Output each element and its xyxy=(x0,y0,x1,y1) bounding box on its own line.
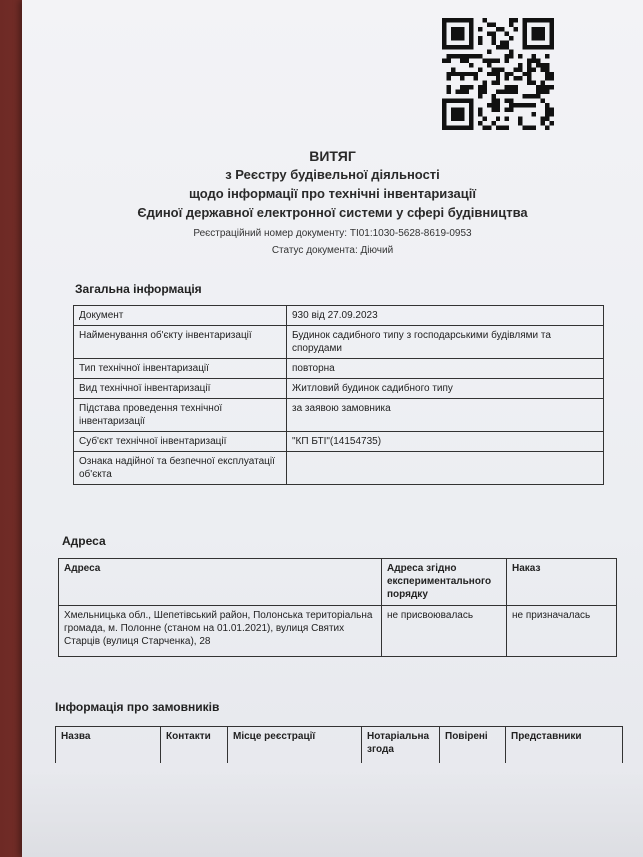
table-row xyxy=(74,326,604,359)
page-shadow xyxy=(22,770,643,857)
table-row xyxy=(74,306,604,326)
document-page xyxy=(22,0,643,857)
table-row xyxy=(74,359,604,379)
document-subtitle-1: з Реєстру будівельної діяльності xyxy=(225,167,440,182)
address-heading: Адреса xyxy=(62,534,106,548)
document-status: Статус документа: Діючий xyxy=(271,245,394,256)
row-value: 930 від 27.09.2023 xyxy=(287,306,604,326)
row-value: Будинок садибного типу з господарськими будівлями та спорудами xyxy=(287,326,604,359)
table-row xyxy=(59,559,617,606)
table-row xyxy=(56,727,623,764)
table-row xyxy=(74,432,604,452)
row-value: за заявою замовника xyxy=(287,399,604,432)
general-info-heading: Загальна інформація xyxy=(75,282,202,296)
document-subtitle-2: щодо інформації про технічні інвентаризації xyxy=(188,186,477,201)
row-label: Ознака надійної та безпечної експлуатації об'єкта xyxy=(74,452,287,485)
table-row xyxy=(74,452,604,485)
row-value: "КП БТІ"(14154735) xyxy=(287,432,604,452)
row-label: Підстава проведення технічної інвентаризації xyxy=(74,399,287,432)
row-label: Вид технічної інвентаризації xyxy=(74,379,287,399)
column-header: Наказ xyxy=(507,559,617,606)
column-header: Місце реєстрації xyxy=(228,727,362,764)
column-header: Назва xyxy=(56,727,161,764)
row-value: повторна xyxy=(287,359,604,379)
customers-table xyxy=(55,726,623,763)
column-header: Адреса згідно експериментального порядку xyxy=(382,559,507,606)
customers-heading: Інформація про замовників xyxy=(55,700,220,714)
row-value xyxy=(287,452,604,485)
column-header: Повірені xyxy=(440,727,506,764)
registration-number: Реєстраційний номер документу: ТІ01:1030-5628-8619-0953 xyxy=(193,228,472,239)
column-header: Адреса xyxy=(59,559,382,606)
column-header: Контакти xyxy=(161,727,228,764)
document-title: ВИТЯГ xyxy=(309,148,356,164)
column-header: Нотаріальна згода xyxy=(362,727,440,764)
row-label: Тип технічної інвентаризації xyxy=(74,359,287,379)
row-value: Житловий будинок садибного типу xyxy=(287,379,604,399)
address-table xyxy=(58,558,617,657)
address-cell: Хмельницька обл., Шепетівський район, Полонська територіальна громада, м. Полонне (станом на 01.01.2021), вулиця Святих Старців (вулиця Старченка), 28 xyxy=(59,606,382,657)
row-label: Суб'єкт технічної інвентаризації xyxy=(74,432,287,452)
column-header: Представники xyxy=(506,727,623,764)
order-cell: не призначалась xyxy=(507,606,617,657)
experimental-address-cell: не присвоювалась xyxy=(382,606,507,657)
general-info-table xyxy=(73,305,604,485)
row-label: Найменування об'єкту інвентаризації xyxy=(74,326,287,359)
qr-code xyxy=(436,18,560,130)
table-row xyxy=(74,399,604,432)
document-subtitle-3: Єдиної державної електронної системи у сфері будівництва xyxy=(137,205,528,220)
table-row xyxy=(74,379,604,399)
row-label: Документ xyxy=(74,306,287,326)
table-row xyxy=(59,606,617,657)
